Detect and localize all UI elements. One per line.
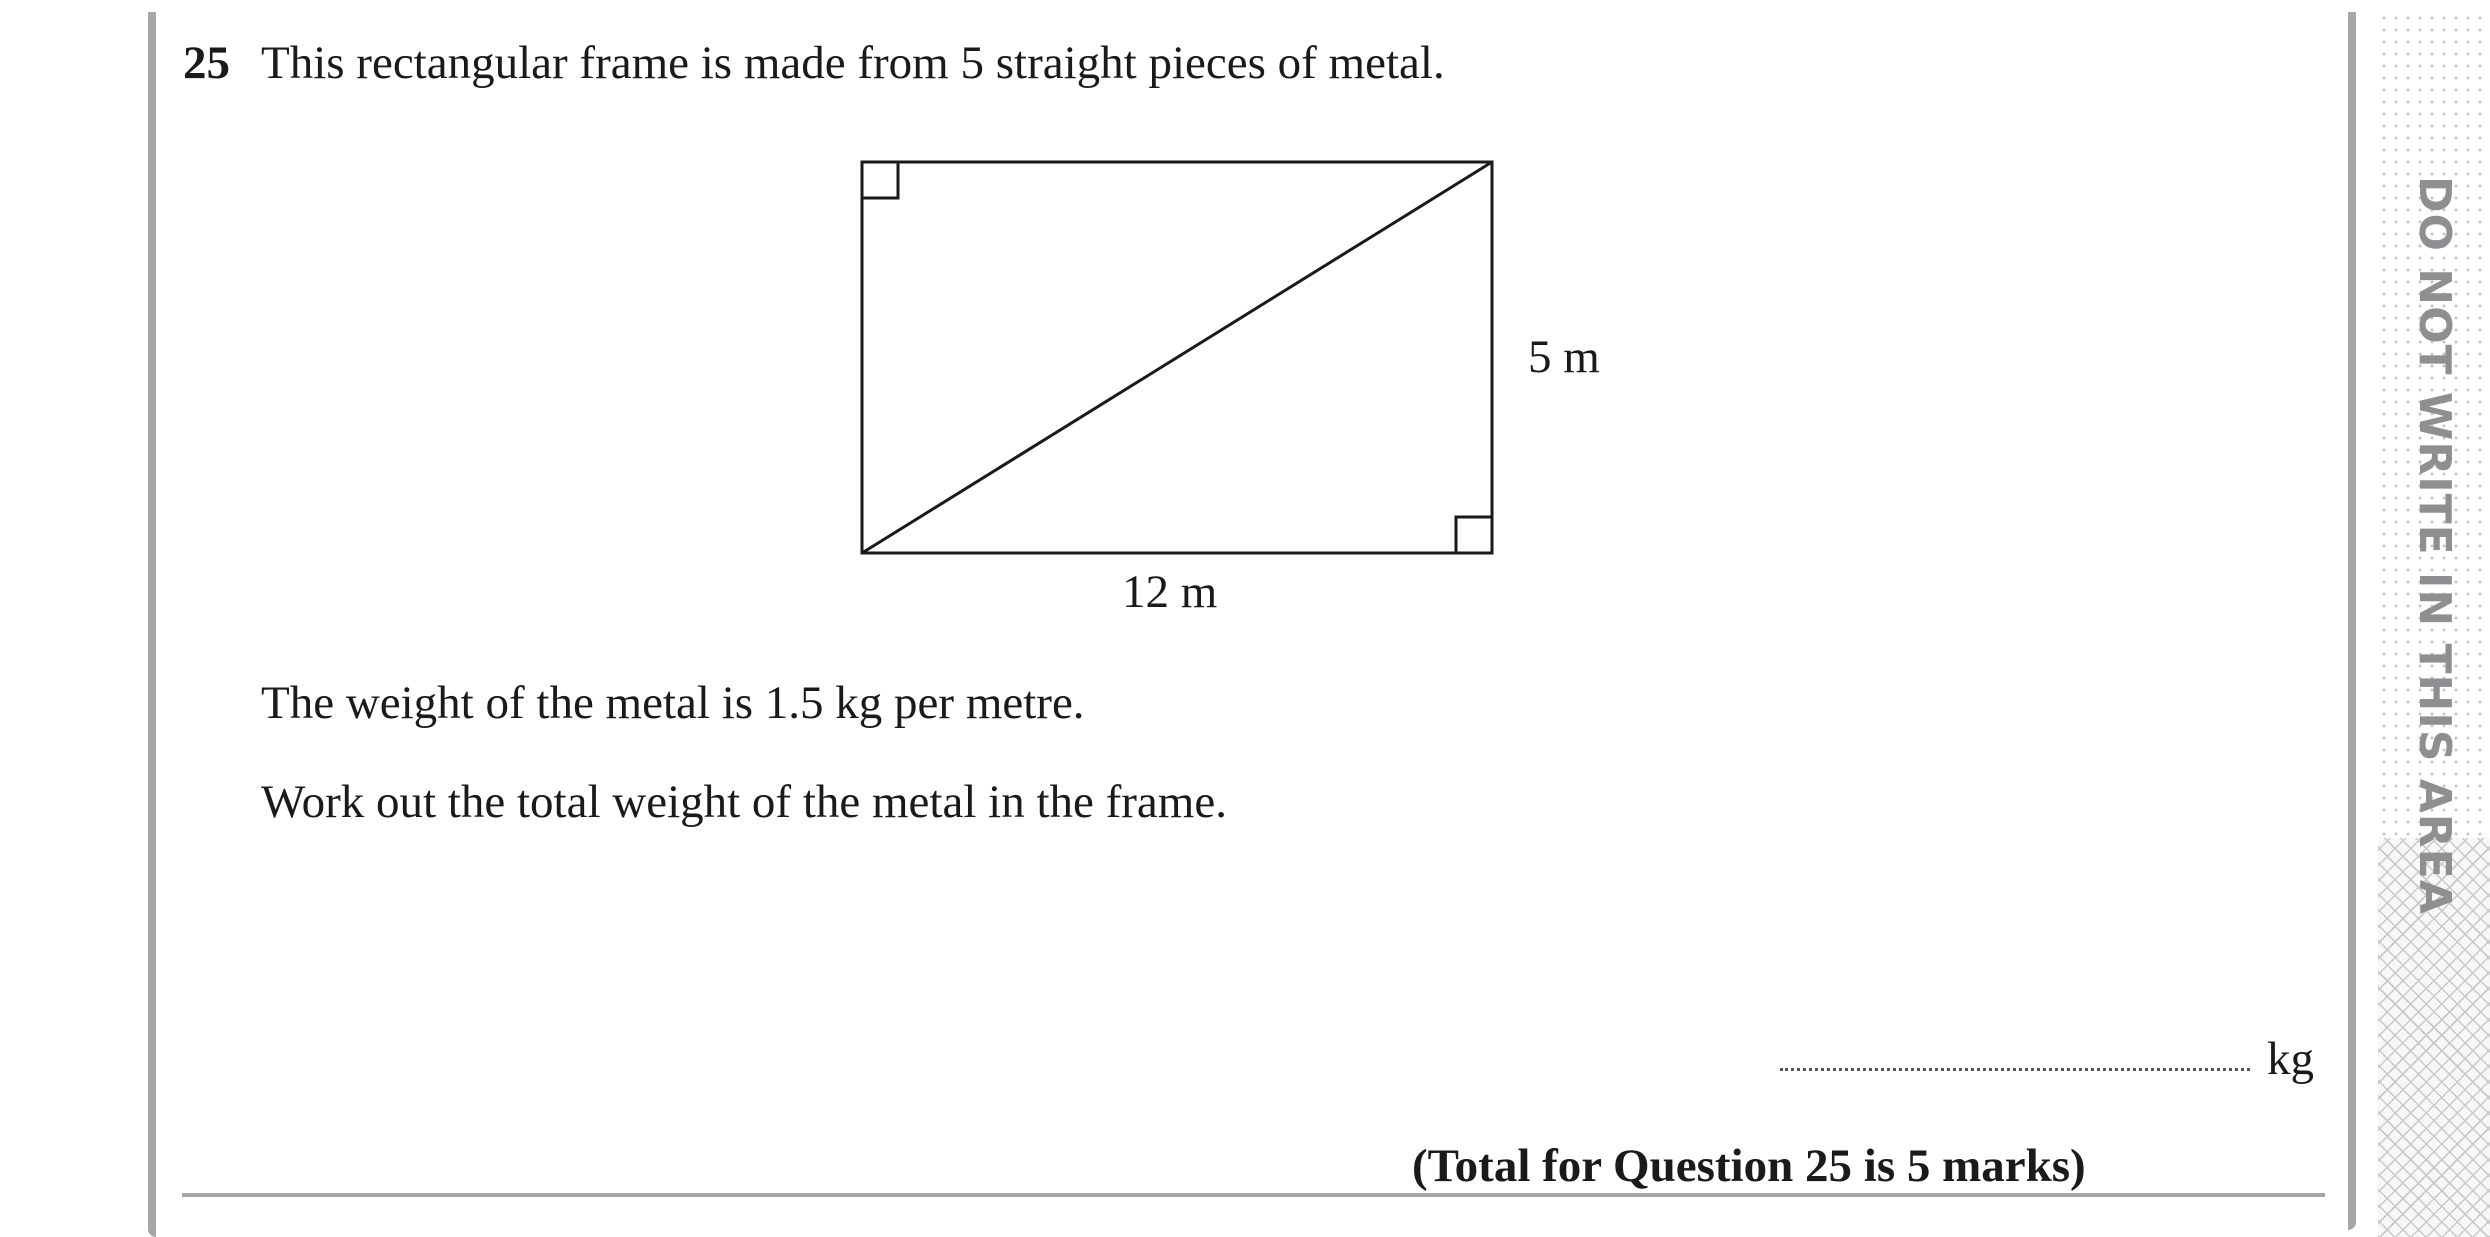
answer-line[interactable] xyxy=(1780,1068,2250,1071)
question-number: 25 xyxy=(183,37,230,89)
weight-statement: The weight of the metal is 1.5 kg per metre. xyxy=(261,677,1085,729)
height-label: 5 m xyxy=(1528,331,1600,383)
do-not-write-notice: DO NOT WRITE IN THIS AREA xyxy=(2409,176,2460,915)
total-marks: (Total for Question 25 is 5 marks) xyxy=(1412,1140,2086,1192)
frame-diagonal xyxy=(862,162,1492,553)
answer-unit: kg xyxy=(2267,1033,2314,1085)
right-angle-marker-top-left xyxy=(862,162,898,198)
width-label: 12 m xyxy=(1122,566,1218,618)
question-text: This rectangular frame is made from 5 straight pieces of metal. xyxy=(261,37,1445,89)
right-angle-marker-bottom-right xyxy=(1456,517,1492,553)
instruction-text: Work out the total weight of the metal in the frame. xyxy=(261,776,1227,828)
